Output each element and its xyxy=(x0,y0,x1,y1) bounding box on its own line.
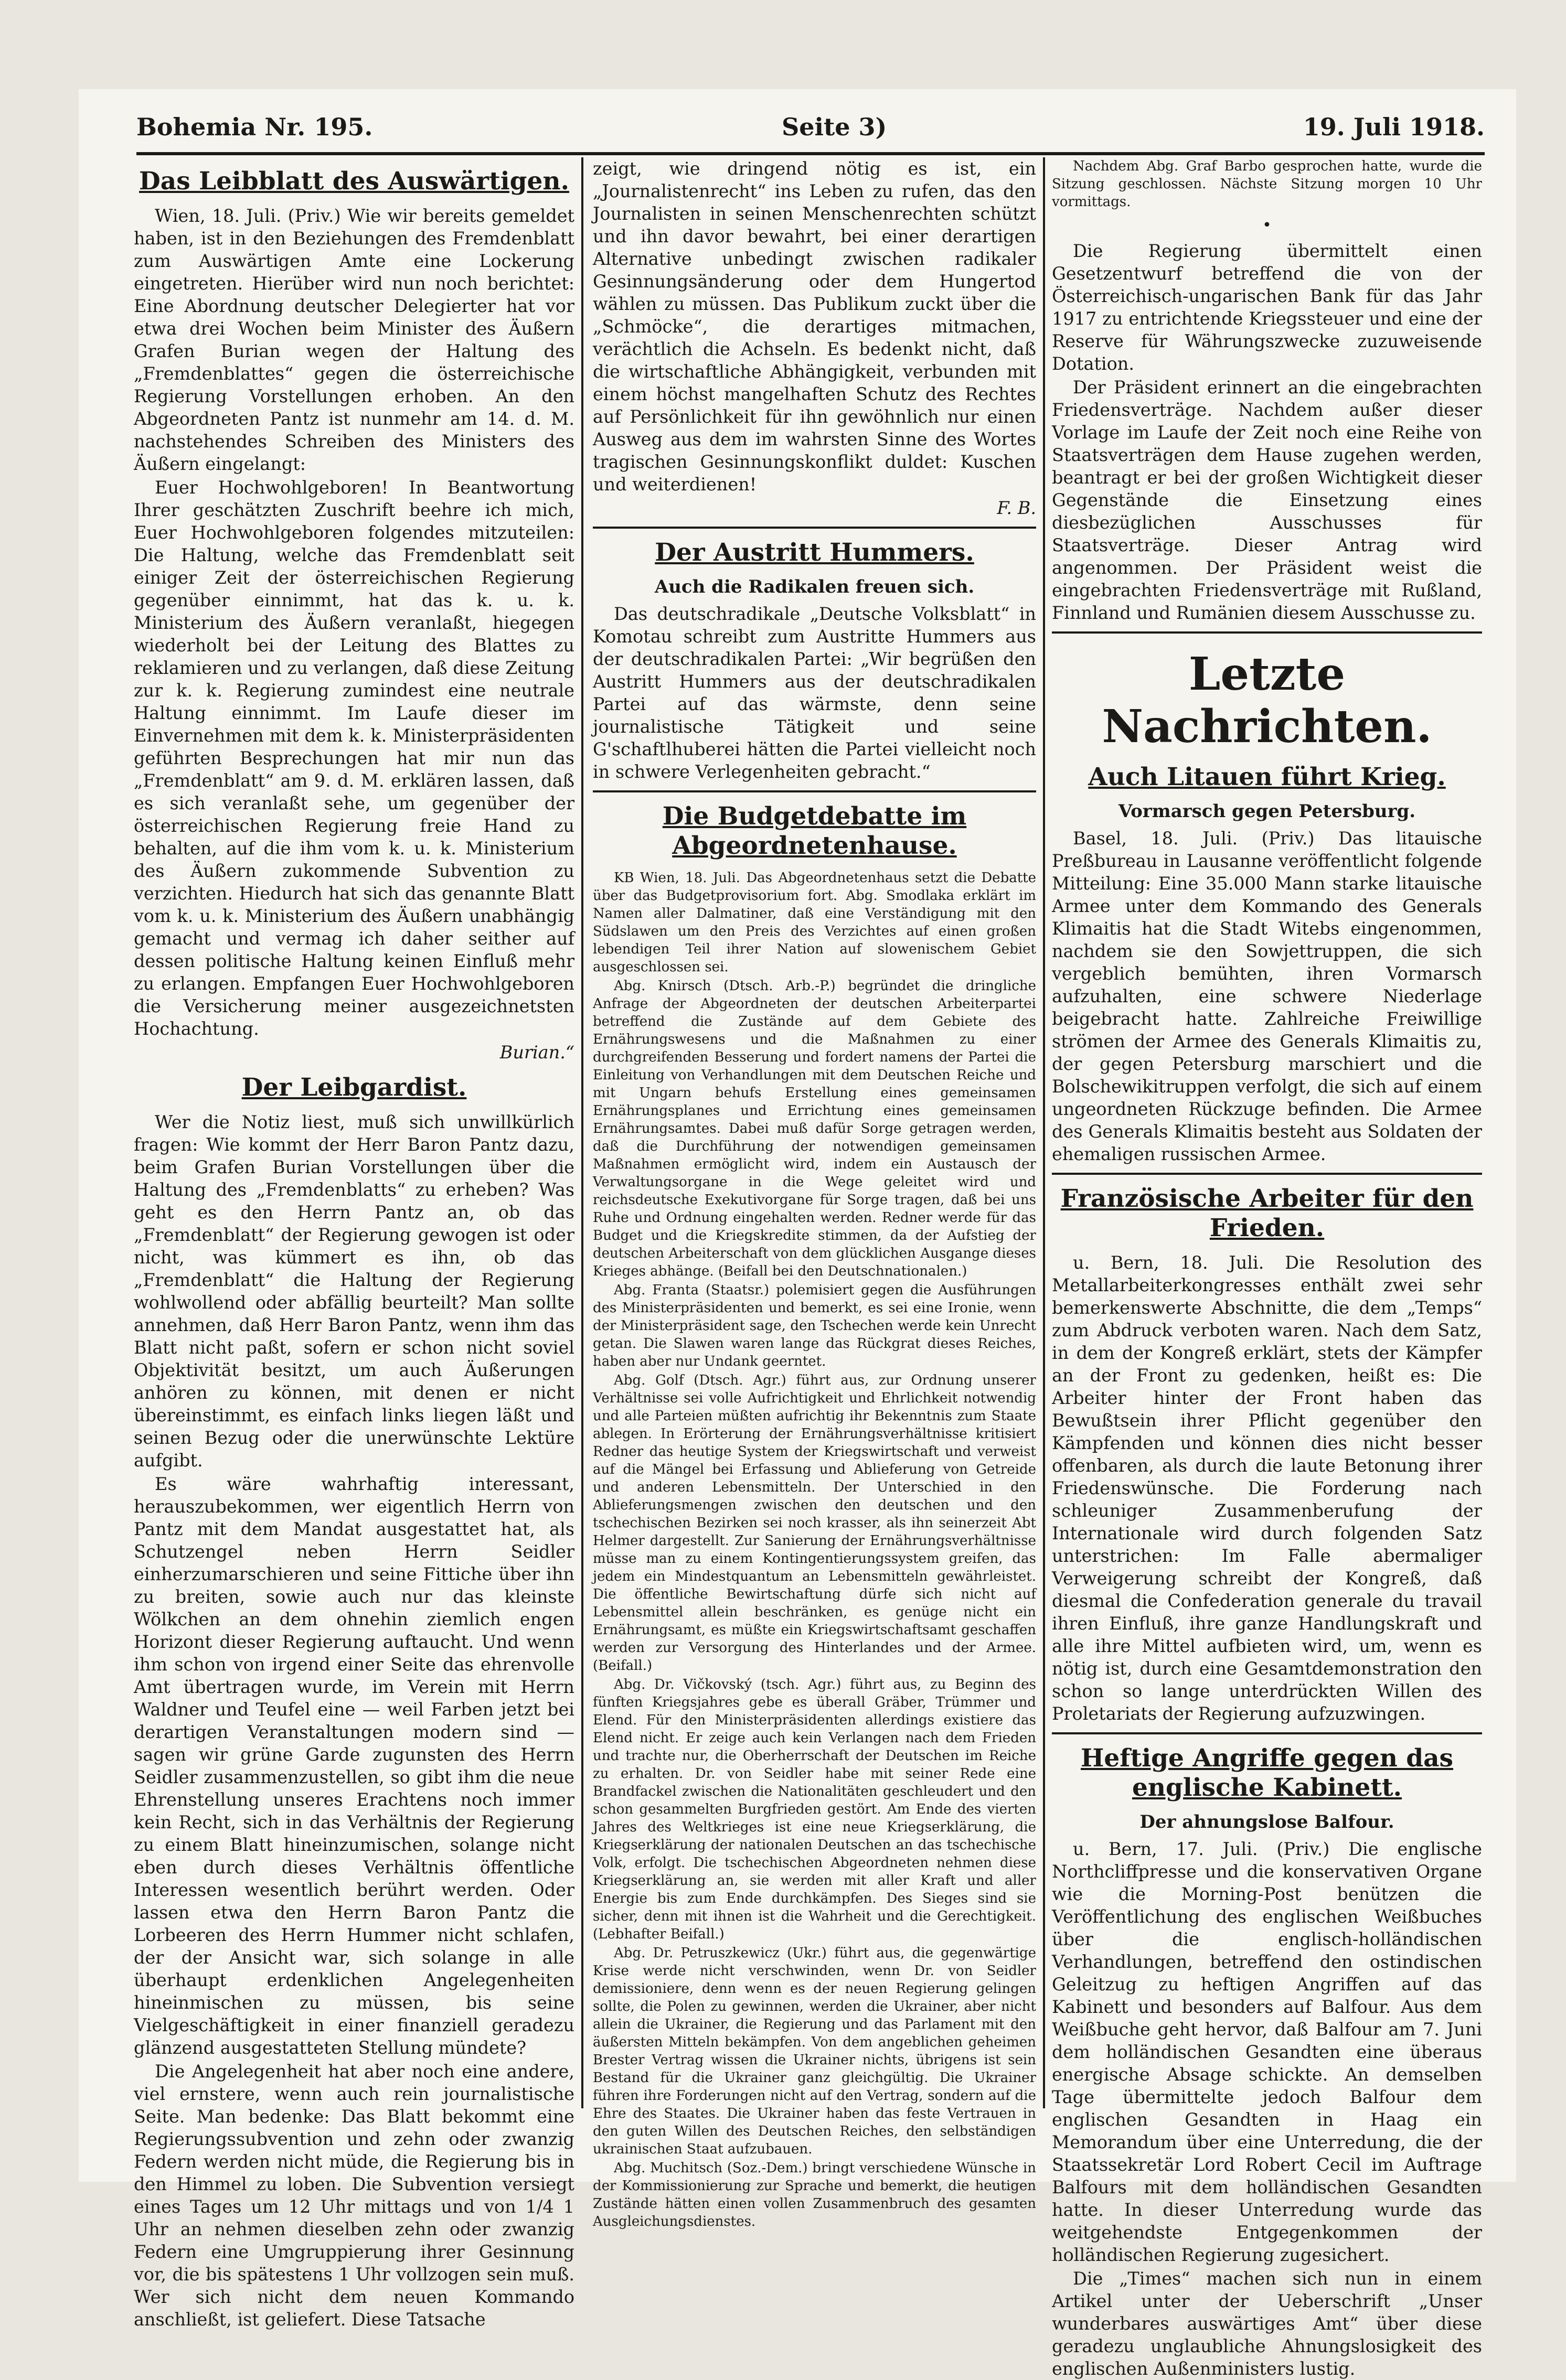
article-paragraph: Es wäre wahrhaftig interessant, herauszubekommen, wer eigentlich Herrn von Pantz mit dem Mandat ausgestattet hat, als Schutzengel neben Herrn Seidler einherzumarschieren und seine Fittiche über ihn zu breiten, sowie auch nur das kleinste Wölkchen an dem ohnehin ziemlich engen Horizont dieser Regierung auftaucht. Und wenn ihm schon von irgend einer Seite das ehrenvolle Amt übertragen wurde, im Verein mit Herrn Waldner und Teufel eine — weil Farben jetzt bei derartigen Veranstaltungen modern sind — sagen wir grüne Garde zugunsten des Herrn Seidler zusammenzustellen, so gibt ihm die neue Ehrenstellung unseres Erachtens noch immer kein Recht, sich in das Verhältnis der Regierung zu einem Blatt hineinzumischen, solange nicht eben durch dieses Verhältnis öffentliche Interessen wesentlich berührt werden. Oder lassen etwa den Herrn Baron Pantz die Lorbeeren des Herrn Hummer nicht schlafen, der der Ansicht war, sich solange in alle überhaupt erdenklichen Angelegenheiten hineinmischen zu müssen, bis seine Vielgeschäftigkeit in einer finanziell geradezu glänzend ausgestatteten Stellung mündete? xyxy=(134,1474,574,2058)
article-paragraph: Das deutschradikale „Deutsche Volksblatt“ in Komotau schreibt zum Austritte Hummers aus der deutschradikalen Partei: „Wir begrüßen den Austritt Hummers aus der deutschradikalen Partei auf das wärmste, denn seine journalistische Tätigkeit und seine G'schaftlhuberei hätten die Partei vielleicht noch in schwere Verlegenheiten gebracht.“ xyxy=(593,604,1036,782)
article-subtitle: Der ahnungslose Balfour. xyxy=(1139,1811,1394,1832)
article-paragraph: u. Bern, 18. Juli. Die Resolution des Metallarbeiterkongresses enthält zwei sehr bemerkenswerte Abschnitte, die dem „Temps“ zum Abdruck verboten waren. Nach dem Satz, in dem der Kongreß erklärt, stets der Kämpfer an der Front zu gedenken, heißt es: Die Arbeiter hinter der Front haben das Bewußtsein ihrer Pflicht gegenüber den Kämpfenden und können dies nicht besser offenbaren, als durch die laute Betonung ihrer Friedenswünsche. Die Forderung nach schleuniger Zusammenberufung der Internationale wird durch folgenden Satz unterstrichen: Im Falle abermaliger Verweigerung schreibt der Kongreß, daß diesmal die Confederation generale du travail ihren Einfluß, ihre ganze Handlungskraft und alle ihre Mittel aufbieten wird, um, wenn es nötig ist, durch eine Gesamtdemonstration den schon so lange unterdrückten Willen des Proletariats der Regierung aufzuzwingen. xyxy=(1052,1252,1482,1724)
article-divider xyxy=(593,790,1036,792)
header-issue: Bohemia Nr. 195. xyxy=(136,113,373,141)
column-rule-1 xyxy=(581,157,583,2108)
article-divider xyxy=(593,527,1036,529)
article-paragraph: Wer die Notiz liest, muß sich unwillkürlich fragen: Wie kommt der Herr Baron Pantz dazu, beim Grafen Burian Vorstellungen über die Haltung des „Fremdenblatts“ zu erheben? Was geht es den Herrn Pantz an, ob das „Fremdenblatt“ der Regierung gewogen ist oder nicht, was kümmert es ihn, ob das „Fremdenblatt“ die Haltung der Regierung wohlwollend oder abfällig beurteilt? Man sollte annehmen, daß Herr Baron Pantz, wenn ihm das Blatt nicht paßt, sofern er schon nicht soviel Objektivität besitzt, um auch Äußerungen anhören zu können, mit denen er nicht übereinstimmt, es einfach links liegen läßt und seinen Bezug oder die unerwünschte Lektüre aufgibt. xyxy=(134,1112,574,1471)
article-title-budgetdebatte: Die Budgetdebatte im Abgeordnetenhause. xyxy=(662,802,967,860)
article-paragraph: Abg. Dr. Vičkovský (tsch. Agr.) führt aus, zu Beginn des fünften Kriegsjahres gebe es überall Gräber, Trümmer und Elend. Für den Ministerpräsidenten allerdings existiere das Elend nicht. Er zeige auch kein Verlangen nach dem Frieden und trachte nur, die Oberherrschaft der Deutschen im Reiche zu erhalten. Dr. von Seidler habe mit seiner Rede eine Brandfackel zwischen die Nationalitäten geschleudert und den schon gesammelten Burgfrieden gestört. Am Ende des vierten Jahres des Weltkrieges ist eine neue Kriegserklärung, die Kriegserklärung der nationalen Deutschen an das tschechische Volk, erfolgt. Die tschechischen Abgeordneten nehmen diese Kriegserklärung an, sie werden mit aller Kraft und aller Energie bis zum Ende durchkämpfen. Des Sieges sind sie sicher, denn mit ihnen ist die Wahrheit und die Gerechtigkeit. (Lebhafter Beifall.) xyxy=(593,1677,1036,1942)
page-header xyxy=(136,113,1485,149)
header-rule xyxy=(136,152,1485,155)
article-body-small xyxy=(1052,157,1482,211)
article-paragraph: Abg. Dr. Petruszkewicz (Ukr.) führt aus, die gegenwärtige Krise werde nicht verschwinden, wenn Dr. von Seidler demissioniere, denn wenn es der neuen Regierung gelingen sollte, die Polen zu gewinnen, werden die Ukrainer, aber nicht allein die Ukrainer, die Regierung und das Parlament mit den äußersten Mitteln bekämpfen. Von dem angeblichen geheimen Brester Vertrag wissen die Ukrainer nichts, übrigens ist sein Bestand für die Ukrainer ganz gleichgültig. Die Ukrainer führen ihre Forderungen nicht auf den Vertrag, sondern auf die Ehre des Staates. Die Ukrainer haben das feste Vertrauen in den guten Willen des Deutschen Reiches, den selbständigen ukrainischen Staat aufzubauen. xyxy=(593,1945,1036,2157)
article-subtitle: Auch die Radikalen freuen sich. xyxy=(654,576,975,597)
header-date: 19. Juli 1918. xyxy=(1303,113,1485,141)
column-rule-2 xyxy=(1043,157,1045,2108)
article-body-small xyxy=(593,869,1036,2231)
separator-bullet: • xyxy=(1262,216,1272,234)
article-title-leibgardist: Der Leibgardist. xyxy=(241,1073,467,1102)
article-title-arbeiter: Französische Arbeiter für den Frieden. xyxy=(1060,1184,1474,1242)
article-paragraph: KB Wien, 18. Juli. Das Abgeordnetenhaus setzt die Debatte über das Budgetprovisorium fort. Abg. Smodlaka erklärt im Namen aller Dalmatiner, daß eine Verständigung mit den Südslawen um den Preis des Verzichtes auf einen großen lebendigen Teil ihrer Nation auf slowenischem Gebiet ausgeschlossen sei. xyxy=(593,870,1036,975)
article-divider xyxy=(1052,1173,1482,1175)
article-paragraph: Der Präsident erinnert an die eingebrachten Friedensverträge. Nachdem außer dieser Vorlage im Laufe der Zeit noch eine Reihe von Staatsverträgen dem Hause zugehen werden, beantragt er bei der großen Wichtigkeit dieser Gegenstände die Einsetzung eines diesbezüglichen Ausschusses für Staatsverträge. Dieser Antrag wird angenommen. Der Präsident weist die eingebrachten Friedensverträge mit Rußland, Finnland und Rumänien diesem Ausschusse zu. xyxy=(1052,377,1482,623)
article-signature: Burian.“ xyxy=(499,1042,574,1063)
column-1 xyxy=(134,157,574,2330)
article-paragraph: Basel, 18. Juli. (Priv.) Das litauische Preßbureau in Lausanne veröffentlicht folgende Mitteilung: Eine 35.000 Mann starke litauische Armee unter dem Kommando des Generals Klimaitis hat die Stadt Witebs eingenommen, nachdem sie den Sowjettruppen, die sich vergeblich bemühten, ihren Vormarsch aufzuhalten, eine schwere Niederlage beigebracht hatte. Zahlreiche Freiwillige strömen der Armee des Generals Klimaitis zu, der gegen Petersburg marschiert und die Bolschewikitruppen verfolgt, die sich auf einem ungeordneten Rückzuge befinden. Die Armee des Generals Klimaitis besteht aus Soldaten der ehemaligen russischen Armee. xyxy=(1052,828,1482,1164)
article-divider xyxy=(1052,1732,1482,1734)
article-paragraph: Abg. Knirsch (Dtsch. Arb.-P.) begründet die dringliche Anfrage der Abgeordneten der deutschen Arbeiterpartei betreffend die Zustände auf dem Gebiete des Ernährungswesens und die Maßnahmen zu einer durchgreifenden Besserung und fordert namens der Partei die Einleitung von Verhandlungen mit dem Deutschen Reiche und mit Ungarn behufs Erstellung eines gemeinsamen Ernährungsplanes und Errichtung eines gemeinsamen Ernährungsamtes. Dabei muß dafür Sorge getragen werden, daß die Durchführung der notwendigen gemeinsamen Maßnahmen ermöglicht wird, indem ein Austausch der Verwaltungsorgane in die Wege geleitet wird und reichsdeutsche Exekutivorgane für Sorge tragen, daß bei uns Ruhe und Ordnung eingehalten werden. Redner werde für das Budget und die Kriegskredite stimmen, da der Aufstieg der deutschen Arbeiterschaft von dem glücklichen Ausgange dieses Krieges abhänge. (Beifall bei den Deutschnationalen.) xyxy=(593,978,1036,1279)
article-title-kabinett: Heftige Angriffe gegen das englische Kabinett. xyxy=(1080,1744,1454,1802)
article-paragraph: Abg. Muchitsch (Soz.-Dem.) bringt verschiedene Wünsche in der Kommissionierung zur Sprache und bemerkt, die heutigen Zustände hätten einen vollen Zusammenbruch des gesamten Ausgleichungsdienstes. xyxy=(593,2160,1036,2229)
article-paragraph: Abg. Franta (Staatsr.) polemisiert gegen die Ausführungen des Ministerpräsidenten und bemerkt, es sei eine Ironie, wenn der Ministerpräsident sage, den Tschechen werde kein Unrecht getan. Die Slawen waren lange das Rückgrat dieses Reiches, haben aber nur Undank geerntet. xyxy=(593,1282,1036,1369)
column-2 xyxy=(593,157,1036,2229)
article-paragraph: Die Regierung übermittelt einen Gesetzentwurf betreffend die von der Österreichisch-ungarischen Bank für das Jahr 1917 zu entrichtende Kriegssteuer und eine der Reserve für Währungszwecke zuzuweisende Dotation. xyxy=(1052,241,1482,374)
section-title-letzte-nachrichten: Letzte Nachrichten. xyxy=(1102,648,1432,753)
article-paragraph: Euer Hochwohlgeboren! In Beantwortung Ihrer geschätzten Zuschrift beehre ich mich, Euer Hochwohlgeboren folgendes mitzuteilen: Die Haltung, welche das Fremdenblatt seit einiger Zeit der österreichischen Regierung gegenüber einnimmt, hat das k. u. k. Ministerium des Äußern veranlaßt, hiegegen wiederholt bei der Leitung des Blattes zu reklamieren und zu verlangen, daß diese Zeitung zur k. k. Regierung zumindest eine neutrale Haltung einnimmt. Im Laufe dieser im Einvernehmen mit dem k. k. Ministerpräsidenten geführten Besprechungen hat mir nun das „Fremdenblatt“ am 9. d. M. erklären lassen, daß es sich veranlaßt sehe, um gegenüber der österreichischen Regierung freie Hand zu behalten, auf die ihm vom k. u. k. Ministerium des Äußern zukommende Subvention zu verzichten. Hiedurch hat sich das genannte Blatt vom k. u. k. Ministerium des Äußern unabhängig gemacht und vermag ich daher seither auf dessen politische Haltung keinen Einfluß mehr zu erlangen. Empfangen Euer Hochwohlgeboren die Versicherung meiner ausgezeichnetsten Hochachtung. xyxy=(134,477,574,1039)
article-paragraph: zeigt, wie dringend nötig es ist, ein „Journalistenrecht“ ins Leben zu rufen, das den Journalisten in seinen Menschenrechten schützt und ihn davor bewahrt, bei einer derartigen Alternative unbedingt zwischen radikaler Gesinnungsänderung oder dem Hungertod wählen zu müssen. Das Publikum zuckt über die „Schmöcke“, die derartiges mitmachen, verächtlich die Achseln. Es bedenkt nicht, daß die wirtschaftliche Abhängigkeit, verbunden mit einem höchst mangelhaften Schutz des Rechtes auf Persönlichkeit für ihn gewöhnlich nur einen Ausweg aus dem im wahrsten Sinne des Wortes tragischen Gesinnungskonflikt duldet: Kuschen und weiterdienen! xyxy=(593,158,1036,495)
article-divider xyxy=(1052,631,1482,634)
article-paragraph: Die „Times“ machen sich nun in einem Artikel unter der Ueberschrift „Unser wunderbares auswärtiges Amt“ über diese geradezu unglaubliche Ahnungslosigkeit des englischen Außenministers lustig. xyxy=(1052,2268,1482,2379)
article-title-leibblatt: Das Leibblatt des Auswärtigen. xyxy=(139,167,569,196)
article-title-litauen: Auch Litauen führt Krieg. xyxy=(1088,763,1446,791)
header-page-number: Seite 3) xyxy=(782,113,887,141)
article-paragraph: Wien, 18. Juli. (Priv.) Wie wir bereits gemeldet haben, ist in den Beziehungen des Fremdenblatt zum Auswärtigen Amte eine Lockerung eingetreten. Hierüber wird nun noch berichtet: Eine Abordnung deutscher Delegierter hat vor etwa drei Wochen beim Minister des Äußern Grafen Burian wegen der Haltung des „Fremdenblattes“ gegen die österreichische Regierung Vorstellungen erhoben. An den Abgeordneten Pantz ist nunmehr am 14. d. M. nachstehendes Schreiben des Ministers des Äußern eingelangt: xyxy=(134,206,574,474)
article-subtitle: Vormarsch gegen Petersburg. xyxy=(1118,801,1416,822)
article-paragraph: u. Bern, 17. Juli. (Priv.) Die englische Northcliffpresse und die konservativen Organe wie die Morning-Post benützen die Veröffentlichung des englischen Weißbuches über die englisch-holländischen Verhandlungen, betreffend den ostindischen Geleitzug zu heftigen Angriffen auf das Kabinett und besonders auf Balfour. Aus dem Weißbuche geht hervor, daß Balfour am 7. Juni dem holländischen Gesandten eine überaus energische Absage schickte. An demselben Tage übermittelte jedoch Balfour dem englischen Gesandten in Haag ein Memorandum über eine Unterredung, die der Staatssekretär Lord Robert Cecil im Auftrage Balfours mit dem holländischen Gesandten hatte. In dieser Unterredung wurde das weitgehendste Entgegenkommen der holländischen Regierung zugesichert. xyxy=(1052,1839,1482,2265)
article-signature: F. B. xyxy=(997,498,1036,518)
article-paragraph: Abg. Golf (Dtsch. Agr.) führt aus, zur Ordnung unserer Verhältnisse sei volle Aufrichtigkeit und Ehrlichkeit notwendig und alle Parteien müßten aufrichtig ihr Bekenntnis zum Staate ablegen. In Erörterung der Ernährungsverhältnisse kritisiert Redner das heutige System der Kriegswirtschaft und verweist auf die Mängel bei Erfassung und Ablieferung von Getreide und anderen Lebensmitteln. Der Unterschied in den Ablieferungsmengen zwischen den deutschen und den tschechischen Bezirken sei noch krasser, als ihn seinerzeit Abt Helmer dargestellt. Zur Sanierung der Ernährungsverhältnisse müsse man zu einem Kontingentierungssystem greifen, das jedem ein Mindestquantum an Lebensmitteln gewährleistet. Die öffentliche Bewirtschaftung dürfe sich nicht auf Lebensmittel allein beschränken, es genüge nicht ein Ernährungsamt, es müßte ein Kriegswirtschaftsamt geschaffen werden zur Versorgung des Hinterlandes und der Armee. (Beifall.) xyxy=(593,1373,1036,1674)
article-paragraph: Nachdem Abg. Graf Barbo gesprochen hatte, wurde die Sitzung geschlossen. Nächste Sitzung morgen 10 Uhr vormittags. xyxy=(1052,158,1482,210)
article-title-hummer: Der Austritt Hummers. xyxy=(655,538,974,567)
article-paragraph: Die Angelegenheit hat aber noch eine andere, viel ernstere, wenn auch rein journalistische Seite. Man bedenke: Das Blatt bekommt eine Regierungssubvention und zehn oder zwanzig Federn werden nicht müde, die Regierung bis in den Himmel zu loben. Die Subvention versiegt eines Tages um 12 Uhr mittags und von 1/4 1 Uhr an nehmen dieselben zehn oder zwanzig Federn eine Umgruppierung ihrer Gesinnung vor, die bis spätestens 1 Uhr vollzogen sein muß. Wer sich nicht dem neuen Kommando anschließt, ist geliefert. Diese Tatsache xyxy=(134,2061,574,2330)
column-3 xyxy=(1052,157,1482,2379)
